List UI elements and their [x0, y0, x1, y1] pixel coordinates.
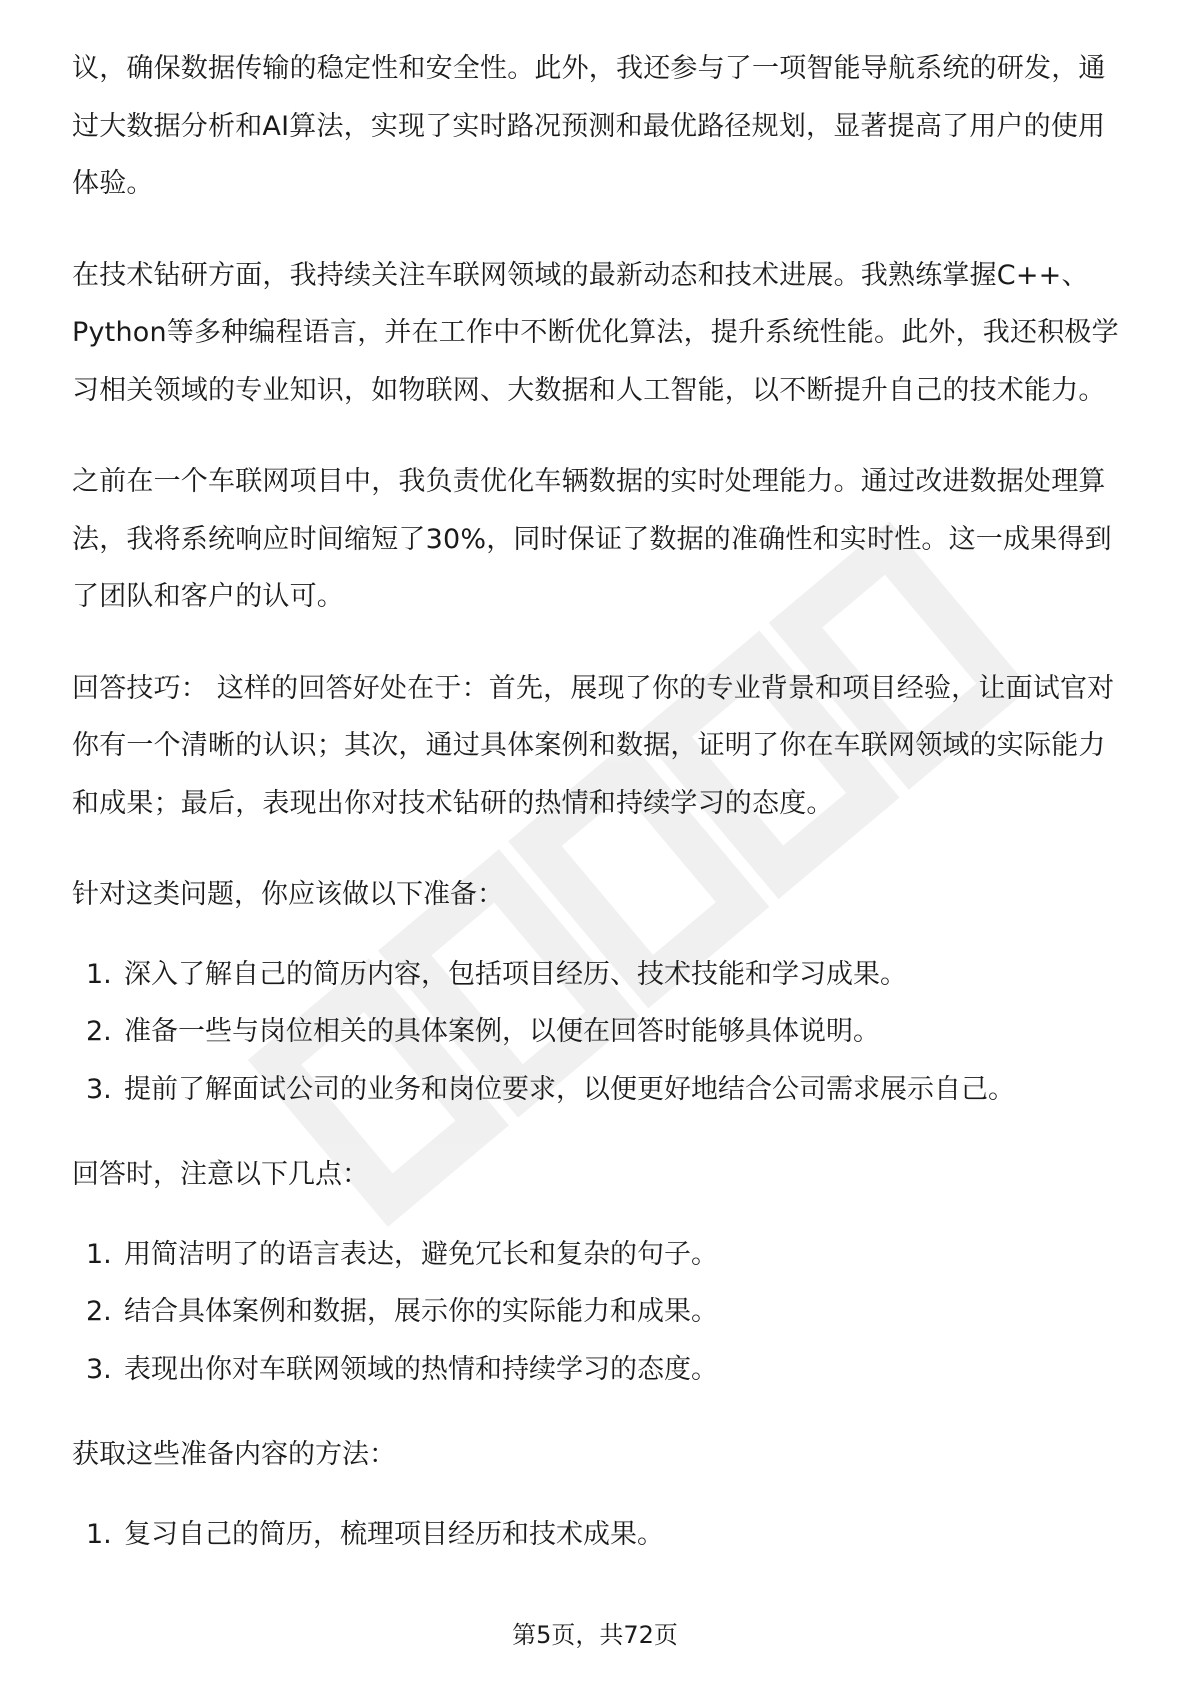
list-item [72, 946, 1132, 1004]
list-item [72, 1341, 1132, 1399]
document-page [72, 40, 1132, 1591]
list-number: 2. [86, 1296, 112, 1327]
paragraph-answer-tips: 回答技巧： 这样的回答好处在于：首先，展现了你的专业背景和项目经验，让面试官对你有一个清晰的认识；其次，通过具体案例和数据，证明了你在车联网领域的实际能力和成果；最后，表现出你对技术钻研的热情和持续学习的态度。 [72, 672, 1115, 819]
paragraph-intro-continued: 议，确保数据传输的稳定性和安全性。此外，我还参与了一项智能导航系统的研发，通过大数据分析和AI算法，实现了实时路况预测和最优路径规划，显著提高了用户的使用体验。 [72, 53, 1106, 199]
list-item [72, 1226, 1132, 1284]
notes-heading: 回答时，注意以下几点： [72, 1159, 369, 1190]
list-item [72, 1283, 1132, 1341]
list-item-text: 用简洁明了的语言表达，避免冗长和复杂的句子。 [124, 1238, 718, 1270]
list-number: 1. [86, 1238, 112, 1270]
list-item [72, 1061, 1132, 1119]
list-item-text: 深入了解自己的简历内容，包括项目经历、技术技能和学习成果。 [124, 958, 907, 990]
list-item-text: 表现出你对车联网领域的热情和持续学习的态度。 [124, 1353, 718, 1385]
list-number: 2. [86, 1016, 112, 1047]
list-number: 3. [86, 1353, 112, 1385]
list-item-text: 复习自己的简历，梳理项目经历和技术成果。 [124, 1518, 664, 1550]
methods-list [72, 1506, 1132, 1564]
list-item [72, 1003, 1132, 1061]
prep-heading: 针对这类问题，你应该做以下准备： [72, 879, 504, 910]
list-number: 3. [86, 1073, 112, 1105]
paragraph-project-example: 之前在一个车联网项目中，我负责优化车辆数据的实时处理能力。通过改进数据处理算法，我将系统响应时间缩短了30%，同时保证了数据的准确性和实时性。这一成果得到了团队和客户的认可。 [72, 466, 1112, 612]
list-item [72, 1506, 1132, 1564]
list-number: 1. [86, 1518, 112, 1550]
paragraph-tech-research: 在技术钻研方面，我持续关注车联网领域的最新动态和技术进展。我熟练掌握C++、Python等多种编程语言，并在工作中不断优化算法，提升系统性能。此外，我还积极学习相关领域的专业知识，如物联网、大数据和人工智能，以不断提升自己的技术能力。 [72, 259, 1119, 406]
prep-list [72, 946, 1132, 1119]
page-number-footer: 第5页，共72页 [512, 1621, 678, 1649]
methods-heading: 获取这些准备内容的方法： [72, 1439, 396, 1470]
list-item-text: 结合具体案例和数据，展示你的实际能力和成果。 [124, 1296, 718, 1327]
list-item-text: 准备一些与岗位相关的具体案例，以便在回答时能够具体说明。 [124, 1016, 880, 1047]
list-item-text: 提前了解面试公司的业务和岗位要求，以便更好地结合公司需求展示自己。 [124, 1073, 1015, 1105]
list-number: 1. [86, 958, 112, 990]
notes-list [72, 1226, 1132, 1399]
